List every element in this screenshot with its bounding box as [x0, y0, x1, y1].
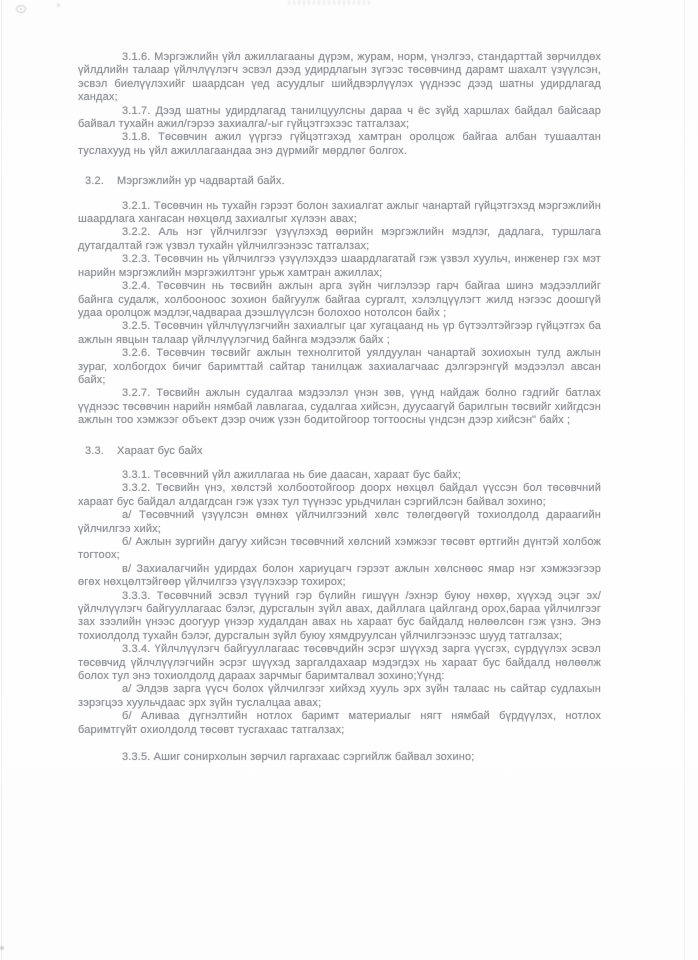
- section-title: Хараат бус байх: [116, 444, 203, 457]
- clause-3-3-4: 3.3.4. Үйлчлүүлэгч байгууллагаас төсөвчдийн эсрэг шүүхэд зарга үүсгэх, сүрдүүлэх эсвэл төсөвчид үйлчлүүлэгчийн эсрэг шүүхэд заргалдахаар мэдэгдэх нь хараат бус байдалд нөлөөлж болох тул энэ тохиолдолд дараах зарчмыг баримталвал зохино;Үүнд:: [78, 643, 601, 683]
- clause-3-3-5: 3.3.5. Ашиг сонирхолын зөрчил гаргахаас сэргийлж байвал зохино;: [122, 751, 475, 764]
- clause-3-2-2: 3.2.2. Аль нэг үйлчилгээг үзүүлэхэд өөрийн мэргэжлийн мэдлэг, дадлага, туршлага дутагдалтай гэж үзвэл тухайн үйлчилгээнээс татгалзах;: [78, 226, 601, 252]
- subclause-3-3-4-b: б/ Аливаа дүгнэлтийн нотлох баримт материалыг нягт нямбай бүрдүүлэх, нотлох баримтгүйт охиолдолд төсөвт тусгахаас татгалзах;: [78, 710, 601, 736]
- clause-3-2-4: 3.2.4. Төсөвчин нь төсвийн ажлын арга зүйн чиглэлээр гарч байгаа шинэ мэдээллийг байнга судалж, холбооноос зохион байгуулж байгаа сургалт, хэлэлцүүлэгт жилд нэгээс доошгүй удаа оролцож мэдлэг,чадвараа дээшлүүлсэн болохоо нотолсон байх ;: [78, 280, 601, 319]
- section-number: 3.2.: [85, 175, 104, 188]
- subclause-3-3-2-v: в/ Захиалагчийн удирдах болон хариуцагч гэрээт ажлын хөлснөөс ямар нэг хэмжээгээр өгөх нөхцөлтэйгөөр үйлчилгээ үзүүлэхээр тохирох;: [78, 562, 601, 589]
- clause-3-1-6: 3.1.6. Мэргэжлийн үйл ажиллагааны дүрэм, журам, норм, үнэлгээ, стандарттай зөрчилдөх үйлдлийн талаар үйлчлүүлэгч эсвэл дээд удирдлагын зүгээс төсөвчинд дарамт шахалт үзүүлсэн, эсвэл биелүүлэхийг шаардсан үед асуудлыг шийдвэрлүүлэх үүднээс дээд шатны удирдлагад хандах;: [78, 51, 601, 104]
- cutoff-text-smudge-artifact: [288, 0, 370, 5]
- page-left-edge-shadow: [1, 0, 2, 960]
- scan-speck-artifact: [0, 946, 4, 950]
- clause-3-2-1: 3.2.1. Төсөвчин нь тухайн гэрээт болон захиалгат ажлыг чанартай гүйцэтгэхэд мэргэжлийн шаардлага хангасан нөхцөлд захиалгыг хүлээн авах;: [78, 199, 601, 226]
- document-text-block: [78, 51, 601, 765]
- pencil-cross-mark-artifact: ×: [55, 0, 62, 11]
- pencil-circle-mark-artifact: [16, 5, 26, 13]
- clause-3-2-7: 3.2.7. Төсвийн ажлын судалгаа мэдээлэл үнэн зөв, үүнд найдаж болно гэдгийг батлах үүднээс төсөвчин нарийн нямбай лавлагаа, судалгаа хийсэн, дуусаагүй барилгын төсвийг хийгдсэн ажлын тоо хэмжээг объект дээр очиж үзэн бодитойгоор тогтоосны үндсэн дээр хийсэн" байх ;: [78, 387, 601, 427]
- clause-3-2-5: 3.2.5. Төсөвчин үйлчлүүлэгчийн захиалгыг цаг хугацаанд нь үр бүтээлтэйгээр гүйцэтгэх ба ажлын явцын талаар үйлчлүүлэгчид байнга мэдээлж байх ;: [78, 320, 601, 346]
- clause-3-3-3: 3.3.3. Төсөвчний эсвэл түүний гэр бүлийн гишүүн /эхнэр буюу нөхөр, хүүхэд эцэг эх/ үйлчлүүлэгч байгууллагаас бэлэг, дурсгалын зүйл авах, дайллага цайлганд орох,бараа үйлчилгээг зах зээлийн үнээс доогуур үнээр худалдан авах нь хараат бус байдалд нөлөөлсөн гэж үзнэ. Энэ тохиолдолд тухайн бэлэг, дурсгалын зүйл буюу хямдруулсан үйлчилгээнээс шууд татгалзах;: [78, 589, 601, 642]
- section-title: Мэргэжлийн ур чадвартай байх.: [116, 175, 285, 188]
- subclause-3-3-2-b: б/ Ажлын зургийн дагуу хийсэн төсөвчний хөлсний хэмжээг төсөвт өртгийн дүнтэй холбож тогтоох;: [78, 536, 601, 562]
- section-heading-3-2: [85, 175, 601, 188]
- clause-3-3-2: 3.3.2. Төсвийн үнэ, хөлстэй холбоотойгоор доорх нөхцөл байдал үүссэн бол төсөвчний хараат бус байдал алдагдсан гэж үзэх тул түүнээс урьдчилан сэргийлсэн байвал зохино;: [78, 482, 601, 508]
- clause-3-3-1: 3.3.1. Төсөвчний үйл ажиллагаа нь бие даасан, хараат бус байх;: [122, 468, 462, 481]
- clause-3-1-8: 3.1.8. Төсөвчин ажил үүргээ гүйцэтгэхэд хамтран оролцож байгаа албан тушаалтан туслахууд нь үйл ажиллагаандаа энэ дүрмийг мөрдлөг болгох.: [78, 131, 601, 157]
- clause-3-2-6: 3.2.6. Төсөвчин төсвийг ажлын технолгитой уялдуулан чанартай зохиохын тулд ажлын зураг, холбогдох бичиг баримттай сайтар танилцаж захиалагчаас дэлгэрэнгүй мэдээлэл авсан байх;: [78, 347, 601, 386]
- subclause-3-3-2-a: а/ Төсөвчний үзүүлсэн өмнөх үйлчилгээний хөлс төлөгдөөгүй тохиолдолд дараагийн үйлчилгээ хийх;: [78, 509, 601, 535]
- clause-3-1-7: 3.1.7. Дээд шатны удирдлагад танилцуулсны дараа ч ёс зүйд харшлах байдал байсаар байвал тухайн ажил/гэрээ захиалга/-ыг гүйцэтгэхээс татгалзах;: [78, 104, 601, 131]
- subclause-3-3-4-a: а/ Элдэв зарга үүсч болох үйлчилгээг хийхэд хууль эрх зүйн талаас нь сайтар судлахын зэрэгцээ хуульчдаас эрх зүйн туслалцаа авах;: [78, 683, 601, 709]
- page-right-edge-shadow: [684, 0, 685, 960]
- section-number: 3.3.: [85, 444, 104, 457]
- clause-3-2-3: 3.2.3. Төсөвчин нь үйлчилгээ үзүүлэхдээ шаардлагатай гэж үзвэл хуульч, инженер гэх мэт нарийн мэргэжлийн мэргэжилтэнг урьж хамтран ажиллах;: [78, 253, 601, 279]
- section-heading-3-3: [85, 445, 601, 458]
